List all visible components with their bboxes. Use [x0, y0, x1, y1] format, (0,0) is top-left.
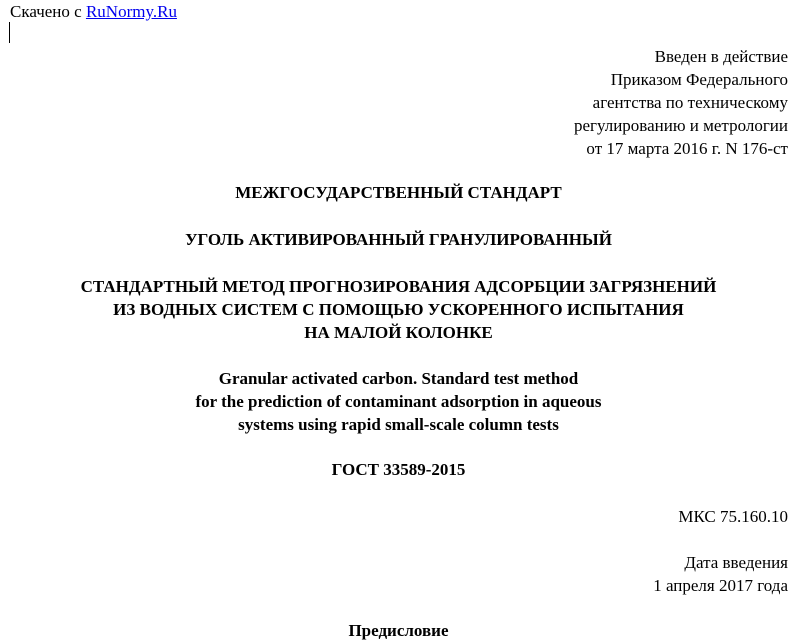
- introduction-date-label: Дата введения: [684, 553, 788, 572]
- enacted-line: регулированию и метрологии: [573, 116, 788, 135]
- introduction-date-value: 1 апреля 2017 года: [653, 576, 788, 595]
- english-title-line: Granular activated carbon. Standard test method: [218, 369, 579, 388]
- introduction-date: [653, 551, 788, 597]
- enacted-line: от 17 марта 2016 г. N 176-ст: [586, 139, 788, 158]
- english-title-line: for the prediction of contaminant adsorption in aqueous: [195, 392, 602, 411]
- product-title: УГОЛЬ АКТИВИРОВАННЫЙ ГРАНУЛИРОВАННЫЙ: [185, 230, 612, 249]
- enacted-block: [574, 45, 788, 160]
- english-title: [0, 367, 790, 436]
- method-title-line: СТАНДАРТНЫЙ МЕТОД ПРОГНОЗИРОВАНИЯ АДСОРБЦИИ ЗАГРЯЗНЕНИЙ: [80, 277, 717, 296]
- enacted-line: Приказом Федерального: [610, 70, 788, 89]
- method-title-line: ИЗ ВОДНЫХ СИСТЕМ С ПОМОЩЬЮ УСКОРЕННОГО ИСПЫТАНИЯ: [113, 300, 684, 319]
- gost-number: ГОСТ 33589-2015: [331, 460, 466, 479]
- download-notice-prefix: Скачено с: [10, 2, 86, 21]
- enacted-line: агентства по техническому: [592, 93, 788, 112]
- runormy-link[interactable]: RuNormy.Ru: [85, 2, 177, 21]
- mks-code: МКС 75.160.10: [678, 507, 788, 526]
- method-title: [0, 275, 790, 344]
- enacted-line: Введен в действие: [654, 47, 788, 66]
- method-title-line: НА МАЛОЙ КОЛОНКЕ: [304, 323, 493, 342]
- standard-type-heading: МЕЖГОСУДАРСТВЕННЫЙ СТАНДАРТ: [235, 183, 562, 202]
- text-cursor: [9, 22, 10, 43]
- foreword-heading: Предисловие: [348, 621, 449, 640]
- download-notice: [10, 2, 177, 22]
- english-title-line: systems using rapid small-scale column tests: [238, 415, 559, 434]
